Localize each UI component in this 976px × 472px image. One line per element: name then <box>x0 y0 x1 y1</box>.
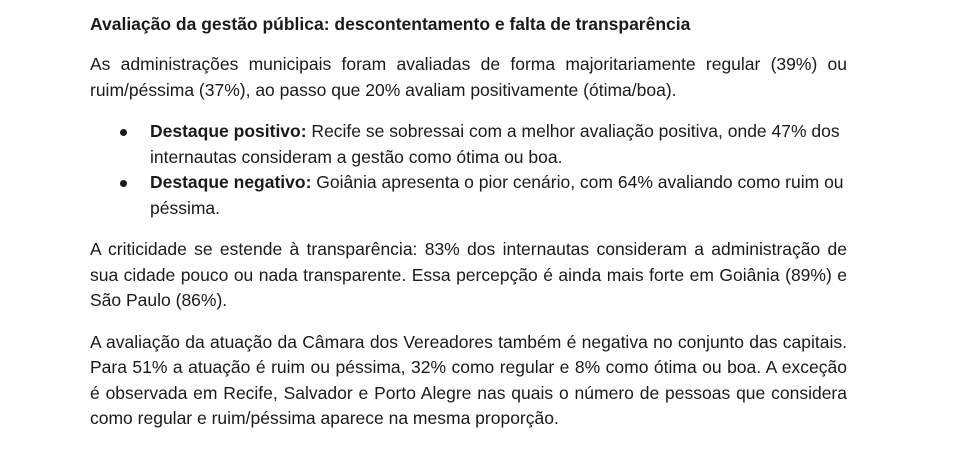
list-item-negative-highlight <box>150 170 847 221</box>
bullet-title: Destaque negativo: <box>150 172 312 192</box>
document-body <box>90 12 847 448</box>
bullet-text: Recife se sobressai com a melhor avaliação positiva, onde 47% dos internautas consideram a gestão como ótima ou boa. <box>150 121 840 167</box>
section-heading: Avaliação da gestão pública: descontentamento e falta de transparência <box>90 14 691 34</box>
list-item-positive-highlight <box>150 119 847 170</box>
highlights-list <box>90 119 847 221</box>
bullet-title: Destaque positivo: <box>150 121 307 141</box>
paragraph-transparency: A criticidade se estende à transparência: 83% dos internautas consideram a administração de sua cidade pouco ou nada transparente. Essa percepção é ainda mais forte em Goiânia (89%) e São Paulo (86%). <box>90 239 847 310</box>
bullet-icon <box>120 129 127 136</box>
bullet-icon <box>120 180 127 187</box>
paragraph-municipal-evaluation: As administrações municipais foram avaliadas de forma majoritariamente regular (39%) ou ruim/péssima (37%), ao passo que 20% avaliam positivamente (ótima/boa). <box>90 54 847 100</box>
paragraph-city-council: A avaliação da atuação da Câmara dos Vereadores também é negativa no conjunto das capitais. Para 51% a atuação é ruim ou péssima, 32% como regular e 8% como ótima ou boa. A exceção é observada em Recife, Salvador e Porto Alegre nas quais o número de pessoas que considera como regular e ruim/péssima aparece na mesma proporção. <box>90 331 847 428</box>
bullet-text: Goiânia apresenta o pior cenário, com 64% avaliando como ruim ou péssima. <box>150 172 844 218</box>
